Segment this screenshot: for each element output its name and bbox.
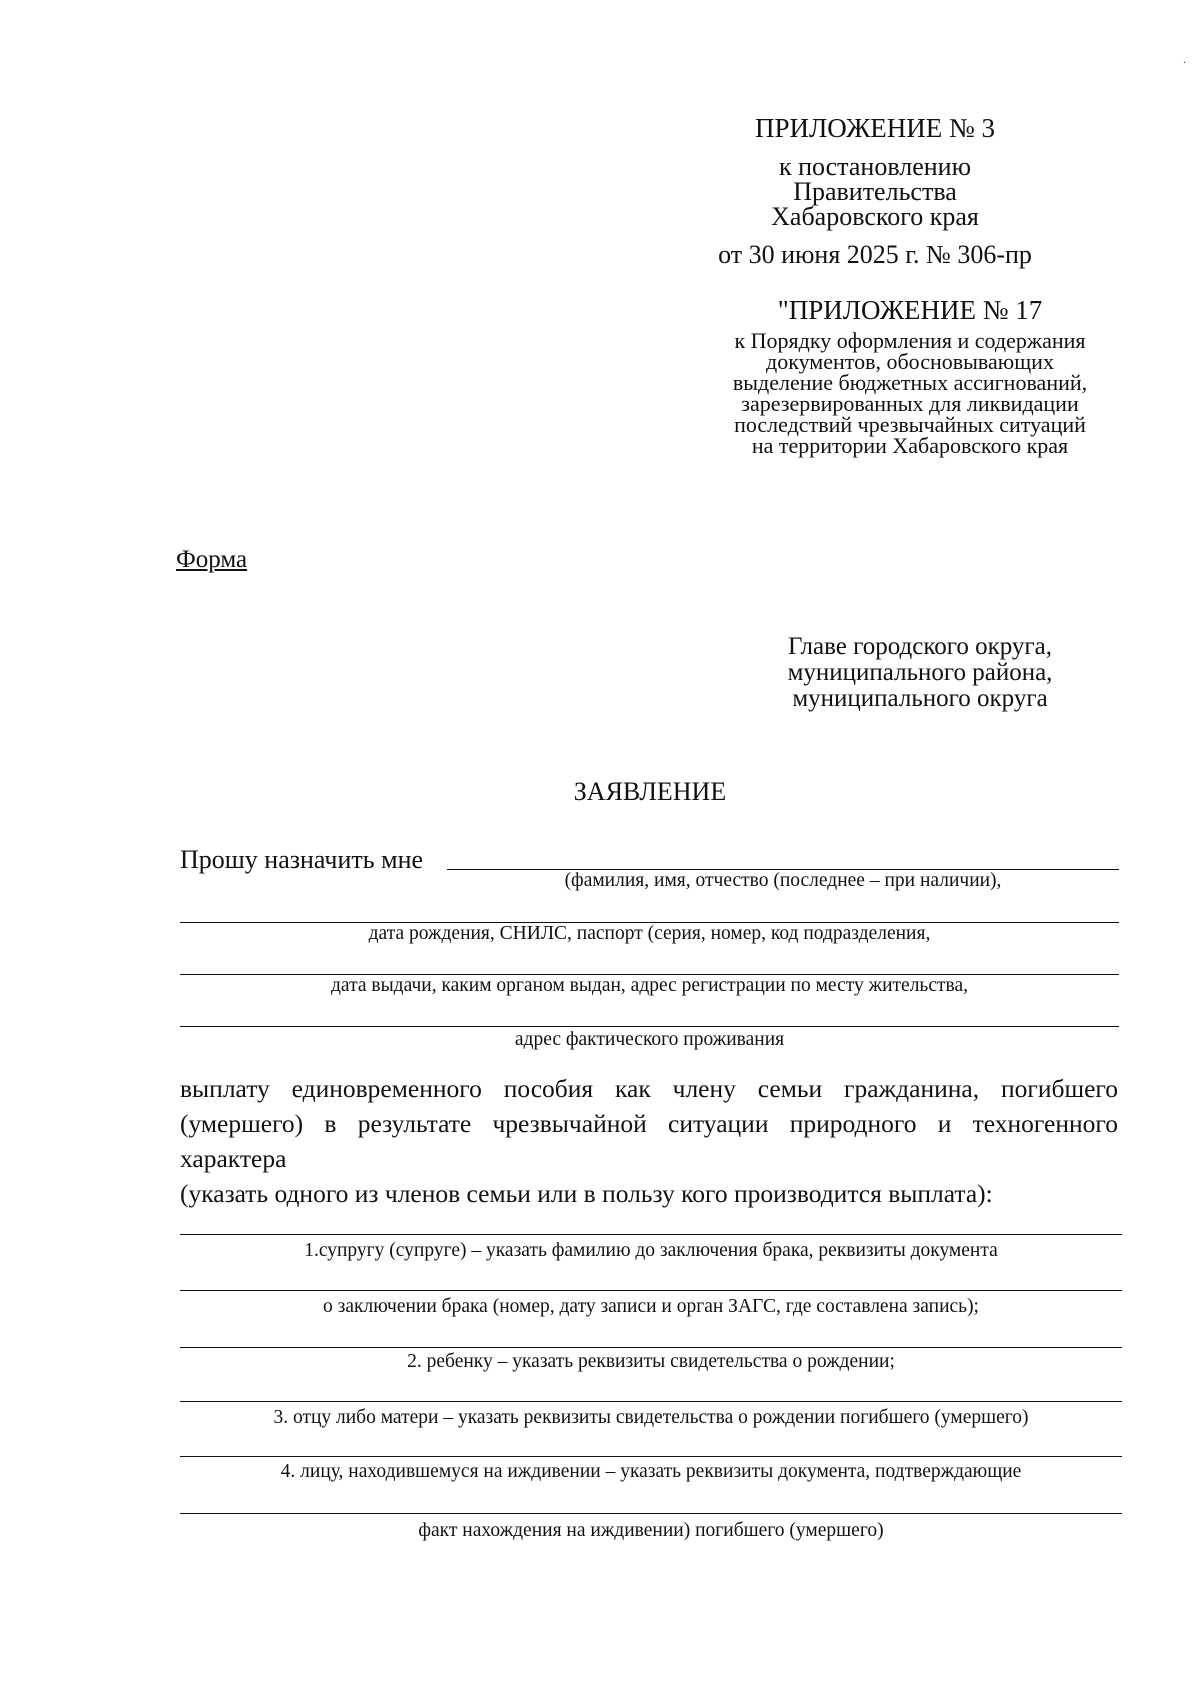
subheader-line-6: на территории Хабаровского края [751, 433, 1069, 458]
recipient-field-1[interactable] [180, 1234, 1122, 1235]
subheader-line-3: выделение бюджетных ассигнований, [732, 370, 1088, 395]
applicant-caption-2: дата рождения, СНИЛС, паспорт (серия, номер, код подразделения, [368, 923, 931, 944]
applicant-caption-3: дата выдачи, каким органом выдан, адрес регистрации по месту жительства, [331, 975, 968, 996]
subheader-line-5: последствий чрезвычайных ситуаций [734, 412, 1086, 437]
body-line-1: выплату единовременного пособия как члену семьи гражданина, погибшего [180, 1074, 1118, 1103]
recipient-field-2[interactable] [180, 1290, 1122, 1291]
body-line-2: (умершего) в результате чрезвычайной ситуации природного и техногенного [180, 1109, 1118, 1138]
addressee [740, 634, 1100, 712]
recipient-caption-3: 2. ребенку – указать реквизиты свидетельства о рождении; [407, 1351, 895, 1372]
appendix-header [690, 114, 1060, 269]
appendix-subheader [708, 296, 1112, 456]
resolution-date-number: от 30 июня 2025 г. № 306-пр [718, 240, 1032, 269]
request-body [180, 1071, 1118, 1211]
recipient-caption-2: о заключении брака (номер, дату записи и орган ЗАГС, где составлена запись); [323, 1296, 979, 1317]
recipient-caption-4: 3. отцу либо матери – указать реквизиты свидетельства о рождении погибшего (умершего) [273, 1407, 1029, 1428]
subappendix-title: "ПРИЛОЖЕНИЕ № 17 [777, 295, 1043, 325]
resolution-line-1: к постановлению [778, 152, 972, 181]
applicant-address-field[interactable] [180, 1026, 1119, 1027]
recipient-field-4[interactable] [180, 1401, 1122, 1402]
applicant-caption-4: адрес фактического проживания [514, 1029, 785, 1050]
addressee-line-2: муниципального района, [787, 659, 1053, 686]
recipient-caption-5: 4. лицу, находившемуся на иждивении – указать реквизиты документа, подтверждающие [280, 1461, 1022, 1482]
form-label: Форма [176, 546, 248, 573]
recipient-field-3[interactable] [180, 1347, 1122, 1348]
recipient-field-6[interactable] [180, 1513, 1122, 1514]
recipient-caption-6: факт нахождения на иждивении) погибшего (умершего) [418, 1520, 884, 1541]
applicant-caption-1: (фамилия, имя, отчество (последнее – при наличии), [564, 870, 1002, 891]
resolution-line-2: Правительства [793, 177, 957, 206]
subheader-line-2: документов, обосновывающих [766, 349, 1054, 374]
resolution-line-3: Хабаровского края [771, 202, 979, 231]
addressee-line-1: Главе городского округа, [787, 633, 1053, 660]
appendix-title: ПРИЛОЖЕНИЕ № 3 [754, 113, 996, 143]
recipient-field-5[interactable] [180, 1456, 1122, 1457]
subheader-line-1: к Порядку оформления и содержания [734, 328, 1086, 353]
request-prefix: Прошу назначить мне [180, 845, 424, 874]
addressee-line-3: муниципального округа [792, 685, 1048, 712]
body-line-3: характера [180, 1144, 287, 1173]
document-title: ЗАЯВЛЕНИЕ [573, 777, 727, 806]
scan-mark: . [1183, 52, 1186, 66]
recipient-caption-1: 1.супругу (супруге) – указать фамилию до заключения брака, реквизиты документа [304, 1240, 998, 1261]
body-line-4: (указать одного из членов семьи или в пользу кого производится выплата): [180, 1179, 993, 1208]
subheader-line-4: зарезервированных для ликвидации [741, 391, 1079, 416]
